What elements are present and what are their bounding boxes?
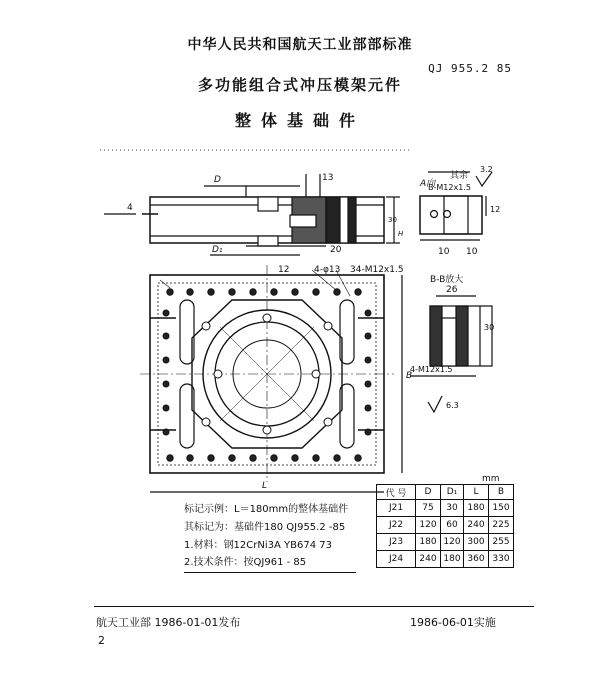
hole <box>163 310 169 316</box>
cell: 120 <box>416 517 441 534</box>
col-B: B <box>489 485 514 500</box>
cell: 300 <box>464 534 489 551</box>
hole <box>229 455 235 461</box>
hole <box>163 333 169 339</box>
notes-rule <box>184 572 356 573</box>
hole <box>313 289 319 295</box>
cell: 240 <box>464 517 489 534</box>
cell: J23 <box>377 534 416 551</box>
section-b-label: B-B放大 <box>430 275 464 285</box>
dim-10b-label: 10 <box>466 247 478 257</box>
cell: 180 <box>416 534 441 551</box>
table-row <box>377 534 514 551</box>
cell: 75 <box>416 500 441 517</box>
unit-label: mm <box>482 474 500 484</box>
hole <box>355 289 361 295</box>
hole <box>292 289 298 295</box>
hole <box>365 333 371 339</box>
hole <box>187 455 193 461</box>
thread2-label: 4-M12x1.5 <box>410 365 453 374</box>
cell: 180 <box>464 500 489 517</box>
dim-B-label: B <box>406 371 413 381</box>
document-subtitle: 整体基础件 <box>234 111 365 130</box>
dim-H-label: H <box>398 230 404 238</box>
hole <box>187 289 193 295</box>
hole <box>313 455 319 461</box>
a-view-label: A向 <box>420 179 436 189</box>
material-note: 1.材料：钢12CrNi3A YB674 73 <box>184 540 332 551</box>
dim-L-label: L <box>262 481 268 491</box>
marking-example: 标记示例：L＝180mm的整体基础件 <box>184 504 349 515</box>
cell: J21 <box>377 500 416 517</box>
dim-13-label: 13 <box>322 173 334 183</box>
hole <box>263 314 271 322</box>
cell: 150 <box>489 500 514 517</box>
hole <box>202 418 210 426</box>
hole <box>163 357 169 363</box>
footer-rule <box>94 606 534 607</box>
hole <box>167 455 173 461</box>
hole <box>163 381 169 387</box>
table-row <box>377 500 514 517</box>
table-header-row <box>377 485 514 500</box>
hole <box>167 289 173 295</box>
dim-4-label: 4 <box>127 203 133 213</box>
threads-label: 34-M12x1.5 <box>350 265 404 275</box>
holes-label: 4-φ13 <box>314 265 341 275</box>
col-code: 代 号 <box>377 485 416 500</box>
hole <box>292 455 298 461</box>
cell: 30 <box>441 500 464 517</box>
hole <box>229 289 235 295</box>
cell: J24 <box>377 551 416 568</box>
hole <box>163 405 169 411</box>
effective-date: 1986-06-01实施 <box>410 616 496 629</box>
table-row <box>377 551 514 568</box>
hole <box>365 405 371 411</box>
hole <box>334 289 340 295</box>
hole <box>365 357 371 363</box>
cell: 360 <box>464 551 489 568</box>
dim-30-label: 30 <box>388 216 397 224</box>
dim-D1-label: D₁ <box>212 245 223 255</box>
front-section-view <box>104 174 400 255</box>
dimension-table <box>376 484 514 568</box>
dim-12-label: 12 <box>278 265 290 275</box>
dim-12b-label: 12 <box>490 205 501 214</box>
cell: 255 <box>489 534 514 551</box>
issued-date: 航天工业部 1986-01-01发布 <box>96 616 241 629</box>
hole <box>250 289 256 295</box>
dim-D-label: D <box>214 175 221 185</box>
hole <box>250 455 256 461</box>
dim-26-label: 26 <box>446 285 458 295</box>
hole <box>365 310 371 316</box>
hole <box>208 455 214 461</box>
roughness-bottom-label: 6.3 <box>446 401 459 410</box>
hole <box>355 455 361 461</box>
document-title: 多功能组合式冲压模架元件 <box>197 76 402 94</box>
technical-conditions-note: 2.技术条件：按QJ961 - 85 <box>184 557 307 568</box>
b-b-section-view <box>410 296 495 412</box>
dim-30b-label: 30 <box>484 323 495 332</box>
hole <box>365 381 371 387</box>
hole <box>324 322 332 330</box>
hole <box>202 322 210 330</box>
marking-text: 其标记为：基础件180 QJ955.2 -85 <box>184 522 346 533</box>
standard-organization: 中华人民共和国航天工业部部标准 <box>187 37 413 53</box>
hole <box>263 426 271 434</box>
dim-20-label: 20 <box>330 245 342 255</box>
roughness-top-label: 3.2 <box>480 165 493 174</box>
cell: 330 <box>489 551 514 568</box>
cell: 225 <box>489 517 514 534</box>
rest-label: 其余 <box>450 171 469 181</box>
hole <box>208 289 214 295</box>
cell: 120 <box>441 534 464 551</box>
cell: 180 <box>441 551 464 568</box>
col-D: D <box>416 485 441 500</box>
hole <box>163 429 169 435</box>
hole <box>365 429 371 435</box>
hole <box>334 455 340 461</box>
cell: 240 <box>416 551 441 568</box>
col-D1: D₁ <box>441 485 464 500</box>
hole <box>214 370 222 378</box>
cell: J22 <box>377 517 416 534</box>
hole <box>324 418 332 426</box>
cell: 60 <box>441 517 464 534</box>
dim-10a-label: 10 <box>438 247 450 257</box>
hole <box>271 289 277 295</box>
b-thread-label: B-M12x1.5 <box>428 183 471 192</box>
hole <box>312 370 320 378</box>
table-row <box>377 517 514 534</box>
standard-code: QJ 955.2 85 <box>428 62 512 75</box>
page-number: 2 <box>98 634 105 647</box>
hole <box>271 455 277 461</box>
col-L: L <box>464 485 489 500</box>
